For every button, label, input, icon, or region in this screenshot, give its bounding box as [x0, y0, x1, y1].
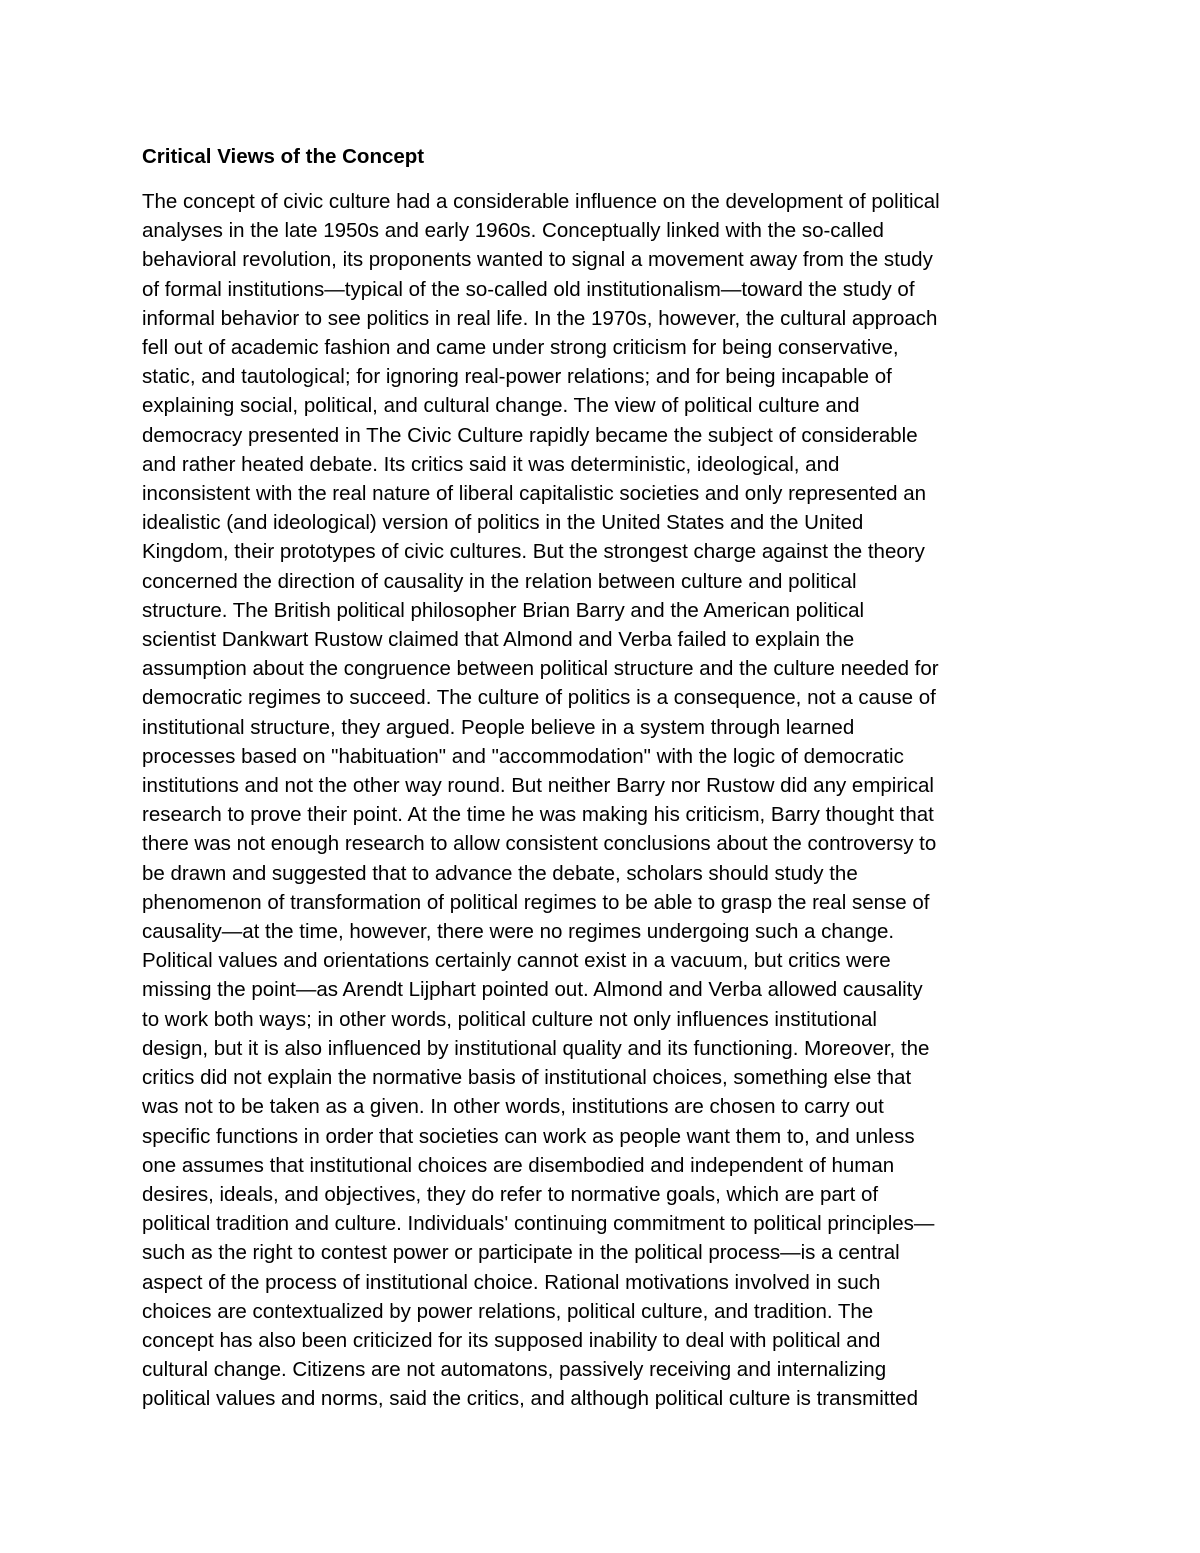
section-heading: Critical Views of the Concept [142, 145, 425, 168]
text-line: was not to be taken as a given. In other words, institutions are chosen to carry out [142, 1095, 884, 1119]
text-line: Kingdom, their prototypes of civic cultures. But the strongest charge against the theory [142, 540, 925, 564]
text-line: Political values and orientations certainly cannot exist in a vacuum, but critics were [142, 949, 891, 973]
text-line: critics did not explain the normative basis of institutional choices, something else that [142, 1066, 912, 1090]
text-line: specific functions in order that societies can work as people want them to, and unless [142, 1124, 915, 1148]
text-line: design, but it is also influenced by institutional quality and its functioning. Moreover, the [142, 1036, 930, 1060]
text-line: choices are contextualized by power relations, political culture, and tradition. The [142, 1299, 874, 1323]
text-line: be drawn and suggested that to advance the debate, scholars should study the [142, 861, 858, 885]
text-line: concerned the direction of causality in the relation between culture and political [142, 569, 857, 593]
text-line: structure. The British political philosopher Brian Barry and the American political [142, 598, 865, 622]
text-line: there was not enough research to allow consistent conclusions about the controversy to [142, 832, 937, 856]
text-line: behavioral revolution, its proponents wanted to signal a movement away from the study [142, 248, 933, 272]
text-line: informal behavior to see politics in real life. In the 1970s, however, the cultural approach [142, 306, 938, 330]
text-line: explaining social, political, and cultural change. The view of political culture and [142, 394, 860, 418]
text-line: cultural change. Citizens are not automatons, passively receiving and internalizing [142, 1358, 887, 1382]
text-line: idealistic (and ideological) version of politics in the United States and the United [142, 511, 864, 535]
text-line: to work both ways; in other words, political culture not only influences institutional [142, 1007, 877, 1031]
text-line: research to prove their point. At the time he was making his criticism, Barry thought that [142, 803, 934, 827]
text-line: fell out of academic fashion and came under strong criticism for being conservative, [142, 336, 899, 360]
text-line: analyses in the late 1950s and early 1960s. Conceptually linked with the so-called [142, 219, 884, 243]
text-line: The concept of civic culture had a considerable influence on the development of political [142, 190, 940, 213]
text-line: aspect of the process of institutional choice. Rational motivations involved in such [142, 1270, 881, 1294]
text-line: scientist Dankwart Rustow claimed that Almond and Verba failed to explain the [142, 628, 855, 652]
text-line: and rather heated debate. Its critics said it was deterministic, ideological, and [142, 452, 840, 476]
text-line: political values and norms, said the critics, and although political culture is transmitted [142, 1387, 918, 1411]
text-line: one assumes that institutional choices are disembodied and independent of human [142, 1153, 895, 1177]
text-line: institutions and not the other way round. But neither Barry nor Rustow did any empirical [142, 774, 934, 798]
text-line: of formal institutions—typical of the so-called old institutionalism—toward the study of [142, 277, 915, 301]
text-line: concept has also been criticized for its supposed inability to deal with political and [142, 1328, 881, 1352]
text-line: processes based on "habituation" and "accommodation" with the logic of democratic [142, 744, 904, 768]
text-line: democratic regimes to succeed. The culture of politics is a consequence, not a cause of [142, 686, 936, 710]
text-line: such as the right to contest power or participate in the political process—is a central [142, 1241, 900, 1265]
text-line: desires, ideals, and objectives, they do refer to normative goals, which are part of [142, 1182, 879, 1206]
text-line: inconsistent with the real nature of liberal capitalistic societies and only represented an [142, 482, 926, 506]
text-line: phenomenon of transformation of political regimes to be able to grasp the real sense of [142, 890, 930, 914]
text-line: static, and tautological; for ignoring real-power relations; and for being incapable of [142, 365, 892, 389]
text-line: causality—at the time, however, there were no regimes undergoing such a change. [142, 920, 895, 944]
text-line: missing the point—as Arendt Lijphart pointed out. Almond and Verba allowed causality [142, 978, 923, 1002]
text-line: democracy presented in The Civic Culture rapidly became the subject of considerable [142, 423, 918, 447]
text-line: assumption about the congruence between political structure and the culture needed for [142, 657, 939, 681]
body-paragraph [142, 187, 1072, 1414]
text-line: institutional structure, they argued. People believe in a system through learned [142, 715, 855, 739]
text-line: political tradition and culture. Individuals' continuing commitment to political principles— [142, 1212, 935, 1236]
